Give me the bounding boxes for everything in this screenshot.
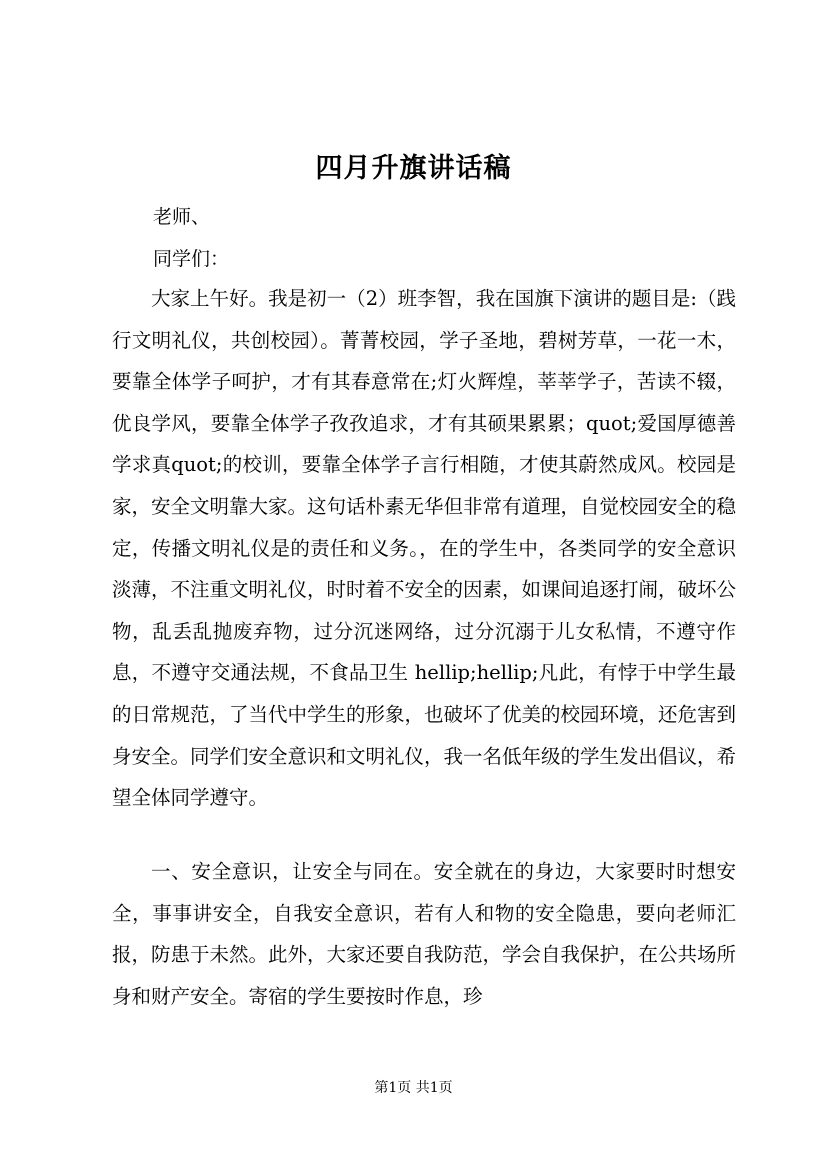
body-paragraph-1: 大家上午好。我是初一（2）班李智，我在国旗下演讲的题目是:（践行文明礼仪，共创校园）。菁菁校园，学子圣地，碧树芳草，一花一木，要靠全体学子呵护，才有其春意常在;灯火辉煌，莘莘学子，苦读不辍，优良学风，要靠全体学子孜孜追求，才有其硕果累累；quot;爱国厚德善学求真quot;的校训，要靠全体学子言行相随，才使其蔚然成风。校园是家，安全文明靠大家。这句话朴素无华但非常有道理，自觉校园安全的稳定，传播文明礼仪是的责任和义务。，在的学生中，各类同学的安全意识淡薄，不注重文明礼仪，时时着不安全的因素，如课间追逐打闹，破坏公物，乱丢乱抛废弃物，过分沉迷网络，过分沉溺于儿女私情，不遵守作息，不遵守交通法规，不食品卫生 hellip;hellip;凡此，有悖于中学生最的日常规范，了当代中学生的形象，也破坏了优美的校园环境，还危害到身安全。同学们安全意识和文明礼仪，我一名低年级的学生发出倡议，希望全体同学遵守。 [112, 287, 737, 810]
document-title: 四月升旗讲话稿 [315, 153, 512, 184]
salutation-students: 同学们： [153, 248, 230, 270]
body-paragraph-2: 一、安全意识，让安全与同在。安全就在的身边，大家要时时想安全，事事讲安全，自我安全意识，若有人和物的安全隐患，要向老师汇报，防患于未然。此外，大家还要自我防范，学会自我保护，在公共场所身和财产安全。寄宿的学生要按时作息，珍 [112, 860, 737, 1008]
salutation-teachers: 老师、 [153, 206, 211, 228]
page-footer: 第1页 共1页 [374, 1080, 453, 1096]
